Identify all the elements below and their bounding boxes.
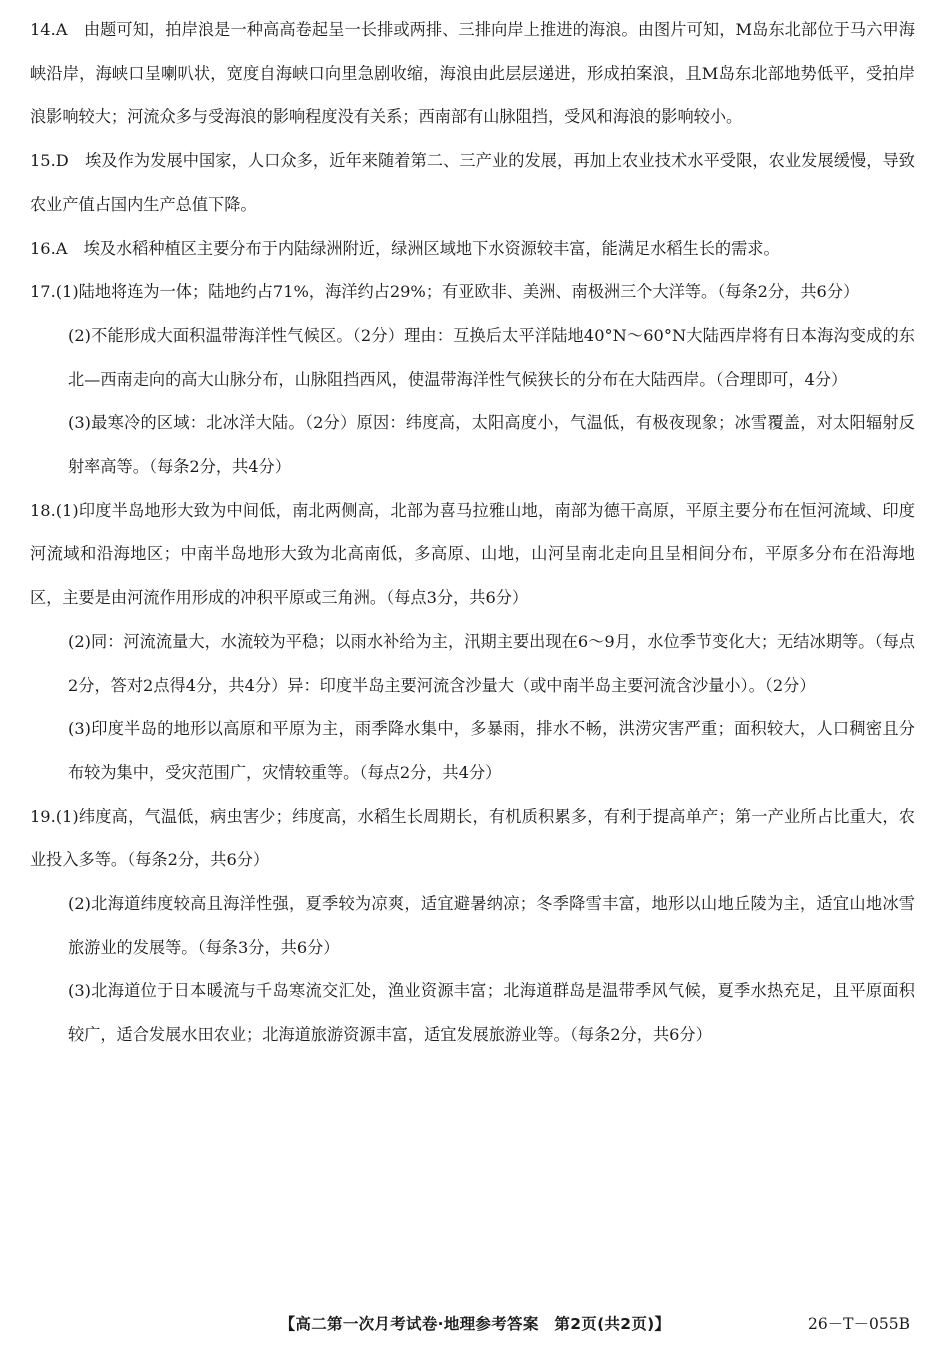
footer-title: 【高二第一次月考试卷·地理参考答案 第2页(共2页)】 <box>279 1315 671 1333</box>
answer-14: 14.A 由题可知，拍岸浪是一种高高卷起呈一长排或两排、三排向岸上推进的海浪。由图片可知，M岛东北部位于马六甲海峡沿岸，海峡口呈喇叭状，宽度自海峡口向里急剧收缩，海浪由此层层递进，形成拍案浪，且M岛东北部地势低平，受拍岸浪影响较大；河流众多与受海浪的影响程度没有关系；西南部有山脉阻挡，受风和海浪的影响较小。 <box>30 20 915 127</box>
answer-17-part-3: (3)最寒冷的区域：北冰洋大陆。（2分）原因：纬度高，太阳高度小，气温低，有极夜现象；冰雪覆盖，对太阳辐射反射率高等。（每条2分，共4分） <box>68 413 915 477</box>
footer-code: 26－T－055B <box>807 1315 910 1333</box>
answer-16: 16.A 埃及水稻种植区主要分布于内陆绿洲附近，绿洲区域地下水资源较丰富，能满足水稻生长的需求。 <box>30 238 780 258</box>
answer-19-part-3: (3)北海道位于日本暖流与千岛寒流交汇处，渔业资源丰富；北海道群岛是温带季风气候，夏季水热充足，且平原面积较广，适合发展水田农业；北海道旅游资源丰富，适宜发展旅游业等。（每条2分，共6分） <box>68 981 915 1045</box>
answer-18-part-1: 18.(1)印度半岛地形大致为中间低，南北两侧高，北部为喜马拉雅山地，南部为德干高原，平原主要分布在恒河流域、印度河流域和沿海地区；中南半岛地形大致为北高南低，多高原、山地，山河呈南北走向且呈相间分布，平原多分布在沿海地区，主要是由河流作用形成的冲积平原或三角洲。（每点3分，共6分） <box>30 500 915 608</box>
answer-19-part-2: (2)北海道纬度较高且海洋性强，夏季较为凉爽，适宜避暑纳凉；冬季降雪丰富，地形以山地丘陵为主，适宜山地冰雪旅游业的发展等。（每条3分，共6分） <box>68 894 915 957</box>
answer-18-part-2: (2)同：河流流量大，水流较为平稳；以雨水补给为主，汛期主要出现在6～9月，水位季节变化大；无结冰期等。（每点2分，答对2点得4分，共4分）异：印度半岛主要河流含沙量大（或中南半岛主要河流含沙量小）。（2分） <box>68 631 915 695</box>
answer-17-part-1: 17.(1)陆地将连为一体；陆地约占71%，海洋约占29%；有亚欧非、美洲、南极洲三个大洋等。（每条2分，共6分） <box>30 282 860 302</box>
answer-17-part-2: (2)不能形成大面积温带海洋性气候区。（2分）理由：互换后太平洋陆地40°N～60°N大陆西岸将有日本海沟变成的东北—西南走向的高大山脉分布，山脉阻挡西风，使温带海洋性气候狭长的分布在大陆西岸。（合理即可，4分） <box>68 325 915 389</box>
answer-content <box>30 8 915 1057</box>
answer-19-part-1: 19.(1)纬度高，气温低，病虫害少；纬度高，水稻生长周期长，有机质积累多，有利于提高单产；第一产业所占比重大，农业投入多等。（每条2分，共6分） <box>30 806 915 870</box>
answer-18-part-3: (3)印度半岛的地形以高原和平原为主，雨季降水集中，多暴雨，排水不畅，洪涝灾害严重；面积较大，人口稠密且分布较为集中，受灾范围广，灾情较重等。（每点2分，共4分） <box>68 719 915 782</box>
answer-15: 15.D 埃及作为发展中国家，人口众多，近年来随着第二、三产业的发展，再加上农业技术水平受限，农业发展缓慢，导致农业产值占国内生产总值下降。 <box>30 151 915 214</box>
